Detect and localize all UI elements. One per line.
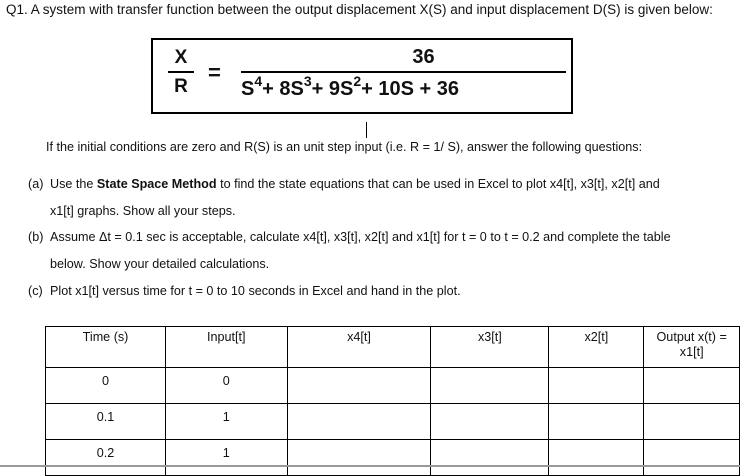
cell-input: 1 [166, 404, 287, 440]
den-8s: + 8S [262, 78, 304, 100]
cell-x4[interactable] [287, 368, 431, 404]
equals-sign: = [208, 60, 221, 85]
part-c [28, 284, 461, 298]
cell-output[interactable] [644, 404, 740, 440]
cell-x2[interactable] [549, 368, 644, 404]
transfer-function-box [151, 38, 573, 114]
rhs-numerator: 36 [412, 46, 435, 68]
cell-input: 1 [166, 440, 287, 476]
cell-x2[interactable] [549, 404, 644, 440]
table-row [46, 440, 740, 476]
header-input: Input[t] [166, 327, 287, 368]
cell-x3[interactable] [431, 404, 549, 440]
header-x4: x4[t] [287, 327, 431, 368]
cell-x3[interactable] [431, 368, 549, 404]
question-title: Q1. A system with transfer function between the output displacement X(S) and input displacement D(S) is given below: [6, 2, 713, 17]
rhs-fraction [241, 44, 566, 103]
den-exp-2: 2 [353, 73, 362, 89]
results-table [45, 326, 740, 476]
cell-time: 0 [46, 368, 166, 404]
table-row [46, 404, 740, 440]
part-b [28, 230, 671, 271]
part-c-label: (c) [28, 284, 43, 298]
part-b-line2: below. Show your detailed calculations. [50, 257, 270, 271]
part-a-label: (a) [28, 177, 44, 191]
state-space-method-bold: State Space Method [96, 177, 217, 191]
rhs-denominator [241, 75, 566, 103]
part-a [28, 177, 660, 218]
den-exp-4: 4 [254, 73, 263, 89]
header-x2: x2[t] [549, 327, 644, 368]
cell-input: 0 [166, 368, 287, 404]
part-b-line1: Assume Δt = 0.1 sec is acceptable, calculate x4[t], x3[t], x2[t] and x1[t] for t = 0 to t = 0.2 and complete the table [50, 230, 671, 244]
lhs-denominator: R [174, 76, 188, 97]
header-x3: x3[t] [431, 327, 549, 368]
den-9s: + 9S [311, 78, 354, 100]
page-bottom-rule [0, 465, 740, 467]
header-time: Time (s) [46, 327, 166, 368]
cell-x4[interactable] [287, 404, 431, 440]
part-a-line2: x1[t] graphs. Show all your steps. [50, 204, 236, 218]
intro-text: If the initial conditions are zero and R(S) is an unit step input (i.e. R = 1/ S), answer the following questions: [46, 140, 643, 154]
cell-time: 0.1 [46, 404, 166, 440]
part-b-label: (b) [28, 230, 44, 244]
den-rest: + 10S + 36 [361, 78, 460, 100]
den-exp-3: 3 [303, 73, 312, 89]
den-s: S [241, 78, 255, 100]
cell-x3[interactable] [431, 440, 549, 476]
header-output: Output x(t) = x1[t] [644, 327, 740, 368]
part-c-line1: Plot x1[t] versus time for t = 0 to 10 seconds in Excel and hand in the plot. [50, 284, 461, 298]
lhs-fraction [168, 46, 194, 100]
cell-output[interactable] [644, 368, 740, 404]
table-header-row [46, 327, 740, 368]
text-cursor [366, 122, 367, 138]
part-a-line1: Use the State Space Method to find the state equations that can be used in Excel to plot x4[t], x3[t], x2[t] and [50, 177, 660, 191]
rhs-fraction-bar [241, 71, 566, 73]
cell-output[interactable] [644, 440, 740, 476]
table-row [46, 368, 740, 404]
cell-x2[interactable] [549, 440, 644, 476]
lhs-fraction-bar [168, 71, 194, 73]
lhs-numerator: X [174, 47, 188, 68]
cell-x4[interactable] [287, 440, 431, 476]
cell-time: 0.2 [46, 440, 166, 476]
